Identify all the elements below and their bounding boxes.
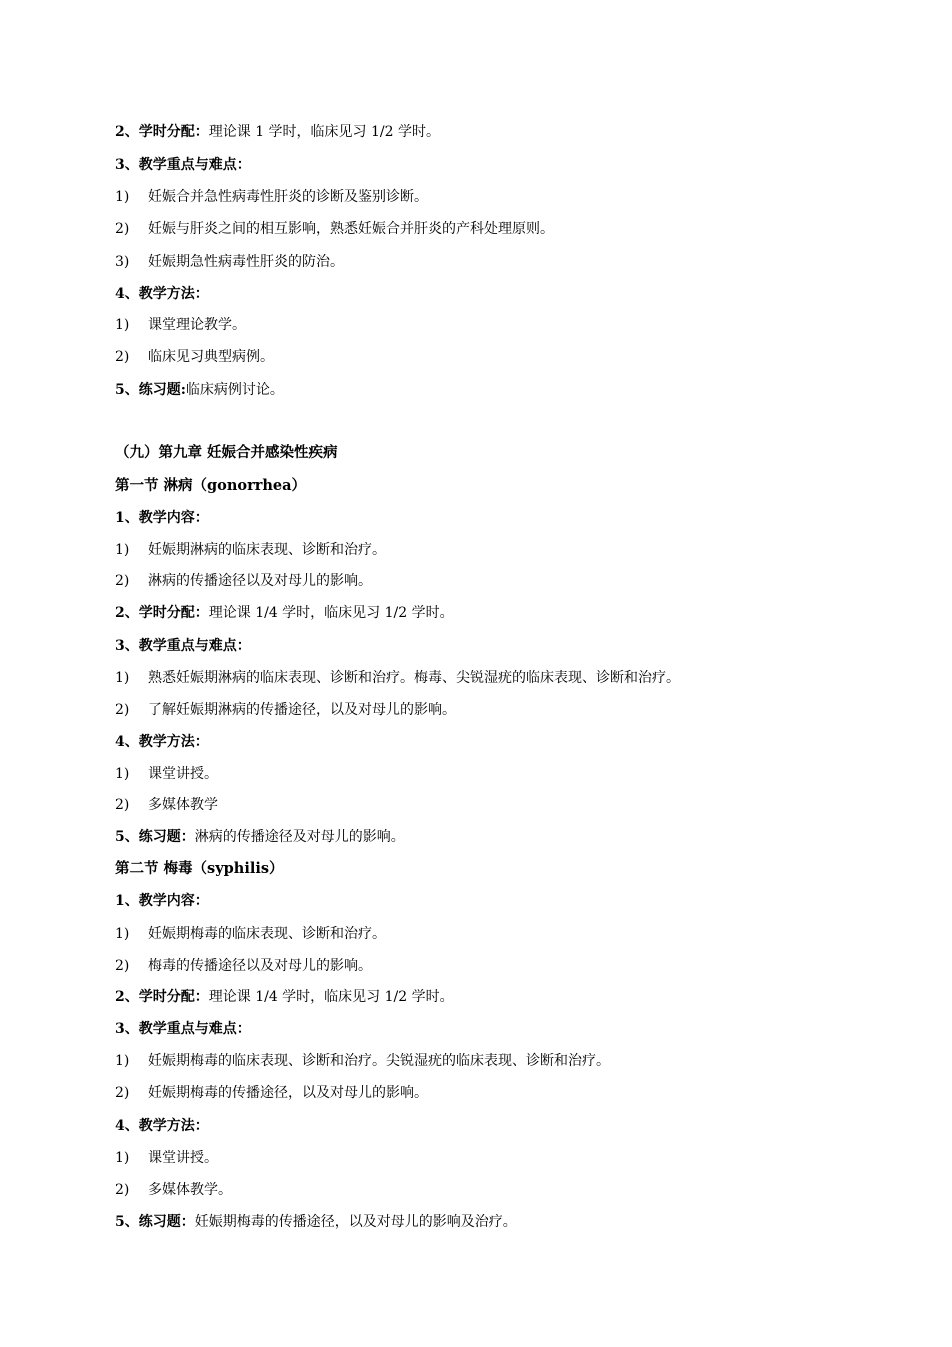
list-number: 2) bbox=[115, 702, 130, 718]
list-number: 2) bbox=[115, 1085, 130, 1101]
hours-text: 理论课 1/4 学时，临床见习 1/2 学时。 bbox=[208, 989, 454, 1005]
exercise-text: 淋病的传播途径及对母儿的影响。 bbox=[194, 829, 405, 845]
list-item bbox=[115, 315, 246, 335]
exercise-heading: 5、练习题： bbox=[115, 1214, 195, 1230]
list-number: 1) bbox=[115, 1053, 130, 1069]
list-text: 妊娠合并急性病毒性肝炎的诊断及鉴别诊断。 bbox=[148, 189, 428, 205]
list-item bbox=[115, 668, 680, 688]
list-number: 2) bbox=[115, 1182, 130, 1198]
list-number: 1) bbox=[115, 670, 130, 686]
hours-heading: 2、学时分配： bbox=[115, 989, 209, 1005]
hours-line bbox=[115, 122, 440, 142]
list-number: 3) bbox=[115, 254, 130, 270]
list-item bbox=[115, 219, 554, 239]
list-number: 1) bbox=[115, 189, 130, 205]
exercise-line bbox=[115, 827, 405, 847]
list-item bbox=[115, 764, 218, 784]
list-text: 梅毒的传播途径以及对母儿的影响。 bbox=[148, 958, 372, 974]
method-heading: 4、教学方法： bbox=[115, 734, 209, 750]
list-text: 妊娠期梅毒的传播途径，以及对母儿的影响。 bbox=[148, 1085, 428, 1101]
list-number: 1) bbox=[115, 317, 130, 333]
list-item bbox=[115, 347, 274, 367]
list-item bbox=[115, 795, 218, 815]
focus-heading: 3、教学重点与难点： bbox=[115, 1021, 251, 1037]
list-text: 淋病的传播途径以及对母儿的影响。 bbox=[148, 573, 372, 589]
list-item bbox=[115, 540, 386, 560]
list-text: 多媒体教学 bbox=[148, 797, 218, 813]
content-heading: 1、教学内容： bbox=[115, 510, 209, 526]
list-item bbox=[115, 1051, 610, 1071]
list-number: 2) bbox=[115, 221, 130, 237]
list-item bbox=[115, 571, 372, 591]
list-text: 熟悉妊娠期淋病的临床表现、诊断和治疗。梅毒、尖锐湿疣的临床表现、诊断和治疗。 bbox=[148, 670, 680, 686]
list-number: 2) bbox=[115, 958, 130, 974]
list-text: 多媒体教学。 bbox=[148, 1182, 232, 1198]
list-text: 妊娠期急性病毒性肝炎的防治。 bbox=[148, 254, 344, 270]
exercise-line bbox=[115, 1212, 517, 1232]
exercise-text: 妊娠期梅毒的传播途径，以及对母儿的影响及治疗。 bbox=[194, 1214, 517, 1230]
list-number: 1) bbox=[115, 766, 130, 782]
hours-line bbox=[115, 987, 454, 1007]
hours-text: 理论课 1/4 学时，临床见习 1/2 学时。 bbox=[208, 605, 454, 621]
list-text: 了解妊娠期淋病的传播途径，以及对母儿的影响。 bbox=[148, 702, 456, 718]
method-heading: 4、教学方法： bbox=[115, 1118, 209, 1134]
list-item bbox=[115, 252, 344, 272]
list-text: 课堂讲授。 bbox=[148, 766, 218, 782]
list-item bbox=[115, 187, 428, 207]
list-number: 2) bbox=[115, 573, 130, 589]
exercise-heading: 5、练习题： bbox=[115, 829, 195, 845]
list-text: 妊娠与肝炎之间的相互影响，熟悉妊娠合并肝炎的产科处理原则。 bbox=[148, 221, 554, 237]
exercise-text: 临床病例讨论。 bbox=[185, 382, 284, 398]
list-number: 1) bbox=[115, 542, 130, 558]
list-text: 妊娠期梅毒的临床表现、诊断和治疗。 bbox=[148, 926, 386, 942]
list-item bbox=[115, 1148, 218, 1168]
focus-heading: 3、教学重点与难点： bbox=[115, 157, 251, 173]
exercise-heading: 5、练习题: bbox=[115, 382, 186, 398]
list-text: 课堂理论教学。 bbox=[148, 317, 246, 333]
content-heading: 1、教学内容： bbox=[115, 893, 209, 909]
hours-heading: 2、学时分配： bbox=[115, 124, 209, 140]
hours-heading: 2、学时分配： bbox=[115, 605, 209, 621]
focus-heading: 3、教学重点与难点： bbox=[115, 638, 251, 654]
chapter-title: （九）第九章 妊娠合并感染性疾病 bbox=[115, 444, 338, 461]
list-number: 1) bbox=[115, 1150, 130, 1166]
list-number: 1) bbox=[115, 926, 130, 942]
list-text: 妊娠期淋病的临床表现、诊断和治疗。 bbox=[148, 542, 386, 558]
list-text: 妊娠期梅毒的临床表现、诊断和治疗。尖锐湿疣的临床表现、诊断和治疗。 bbox=[148, 1053, 610, 1069]
list-item bbox=[115, 956, 372, 976]
list-text: 临床见习典型病例。 bbox=[148, 349, 274, 365]
list-item bbox=[115, 1180, 232, 1200]
method-heading: 4、教学方法： bbox=[115, 286, 209, 302]
exercise-line bbox=[115, 380, 284, 400]
list-item bbox=[115, 1083, 428, 1103]
section-title: 第二节 梅毒（syphilis） bbox=[115, 860, 284, 877]
hours-text: 理论课 1 学时，临床见习 1/2 学时。 bbox=[208, 124, 440, 140]
list-text: 课堂讲授。 bbox=[148, 1150, 218, 1166]
list-item bbox=[115, 700, 456, 720]
section-title: 第一节 淋病（gonorrhea） bbox=[115, 477, 307, 494]
list-number: 2) bbox=[115, 797, 130, 813]
hours-line bbox=[115, 603, 454, 623]
list-item bbox=[115, 924, 386, 944]
list-number: 2) bbox=[115, 349, 130, 365]
